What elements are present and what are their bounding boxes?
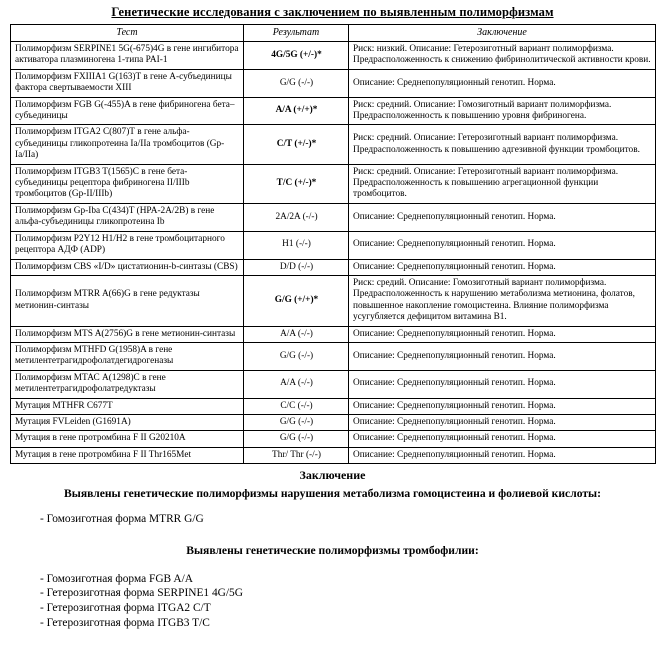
list-item: - Гетерозиготная форма ITGB3 T/C — [40, 616, 210, 629]
cell-result-value: C/C (-/-) — [244, 398, 349, 414]
conclusion-section — [0, 468, 665, 630]
list-item: - Гомозиготная форма FGB A/A — [40, 572, 193, 585]
list-item: - Гомозиготная форма MTRR G/G — [40, 513, 204, 526]
cell-test-name: Полиморфизм FGB G(-455)A в гене фибриногена бета–субъединицы — [11, 97, 244, 125]
cell-result-value: H1 (-/-) — [244, 231, 349, 259]
cell-conclusion-text: Описание: Среднепопуляционный генотип. Норма. — [349, 431, 656, 447]
table-row — [11, 431, 656, 447]
conclusion-list-thrombophilia — [10, 572, 655, 630]
conclusion-heading-thrombophilia: Выявлены генетические полиморфизмы тромбофилии: — [186, 543, 479, 557]
cell-conclusion-text: Описание: Среднепопуляционный генотип. Норма. — [349, 259, 656, 275]
cell-result-value: 2A/2A (-/-) — [244, 203, 349, 231]
cell-test-name: Мутация MTHFR C677T — [11, 398, 244, 414]
cell-result-value: A/A (-/-) — [244, 370, 349, 398]
table-body — [11, 42, 656, 464]
cell-test-name: Полиморфизм CBS «I/D» цистатионин-b-синтазы (CBS) — [11, 259, 244, 275]
table-row — [11, 259, 656, 275]
column-header-test: Тест — [11, 25, 244, 42]
cell-test-name: Полиморфизм ITGB3 T(1565)C в гене бета-субъединицы рецептора фибриногена II/IIIb тромбоцитов (Gp-II/IIIb) — [11, 164, 244, 203]
table-row — [11, 370, 656, 398]
table-row — [11, 164, 656, 203]
table-row — [11, 231, 656, 259]
cell-test-name: Мутация FVLeiden (G1691A) — [11, 414, 244, 430]
cell-conclusion-text: Описание: Среднепопуляционный генотип. Норма. — [349, 398, 656, 414]
cell-conclusion-text: Риск: средний. Описание: Гетерозиготный вариант полиморфизма. Предрасположенность к повышению агрегационной функции тромбоцитов. — [349, 164, 656, 203]
cell-conclusion-text: Риск: средний. Описание: Гомозиготный вариант полиморфизма. Предрасположенность к повышению уровня фибриногена. — [349, 97, 656, 125]
table-row — [11, 414, 656, 430]
cell-result-value: Thr/ Thr (-/-) — [244, 447, 349, 463]
conclusion-list-homocysteine — [10, 512, 655, 527]
cell-test-name: Полиморфизм ITGA2 C(807)Т в гене альфа-субъединицы гликопротеина Ia/IIa тромбоцитов (Gp-Ia/IIa) — [11, 125, 244, 164]
cell-conclusion-text: Описание: Среднепопуляционный генотип. Норма. — [349, 231, 656, 259]
table-row — [11, 97, 656, 125]
table-row — [11, 398, 656, 414]
cell-test-name: Полиморфизм P2Y12 H1/H2 в гене тромбоцитарного рецептора АДФ (ADP) — [11, 231, 244, 259]
list-item: - Гетерозиготная форма SERPINE1 4G/5G — [40, 587, 243, 600]
genetic-results-table — [10, 24, 656, 464]
table-row — [11, 125, 656, 164]
column-header-result: Результат — [244, 25, 349, 42]
cell-result-value: C/T (+/-)* — [244, 125, 349, 164]
document-page — [0, 3, 665, 660]
cell-test-name: Мутация в гене протромбина F II G20210A — [11, 431, 244, 447]
table-row — [11, 275, 656, 326]
table-row — [11, 326, 656, 342]
table-row — [11, 42, 656, 70]
table-header — [11, 25, 656, 42]
cell-result-value: A/A (+/+)* — [244, 97, 349, 125]
cell-result-value: 4G/5G (+/-)* — [244, 42, 349, 70]
conclusion-heading-homocysteine: Выявлены генетические полиморфизмы нарушения метаболизма гомоцистеина и фолиевой кислоты: — [64, 487, 601, 501]
cell-test-name: Полиморфизм SERPINE1 5G(-675)4G в гене ингибитора активатора плазминогена 1-типа PAI-1 — [11, 42, 244, 70]
cell-test-name: Полиморфизм MTS A(2756)G в гене метионин-синтазы — [11, 326, 244, 342]
cell-conclusion-text: Описание: Среднепопуляционный генотип. Норма. — [349, 342, 656, 370]
results-table-container — [0, 24, 665, 464]
cell-result-value: G/G (-/-) — [244, 431, 349, 447]
cell-result-value: G/G (-/-) — [244, 414, 349, 430]
cell-test-name: Полиморфизм MTRR A(66)G в гене редуктазы метионин-синтазы — [11, 275, 244, 326]
cell-result-value: T/C (+/-)* — [244, 164, 349, 203]
cell-conclusion-text: Описание: Среднепопуляционный генотип. Норма. — [349, 370, 656, 398]
cell-result-value: A/A (-/-) — [244, 326, 349, 342]
cell-conclusion-text: Описание: Среднепопуляционный генотип. Норма. — [349, 326, 656, 342]
cell-test-name: Мутация в гене протромбина F II Thr165Met — [11, 447, 244, 463]
cell-conclusion-text: Риск: средний. Описание: Гетерозиготный вариант полиморфизма. Предрасположенность к повышению адгезивной функции тромбоцитов. — [349, 125, 656, 164]
page-title: Генетические исследования с заключением по выявленным полиморфизмам — [111, 5, 554, 19]
table-row — [11, 447, 656, 463]
cell-result-value: G/G (-/-) — [244, 69, 349, 97]
table-row — [11, 342, 656, 370]
cell-conclusion-text: Риск: низкий. Описание: Гетерозиготный вариант полиморфизма. Предрасположенность к снижению фибринолитической активности крови. — [349, 42, 656, 70]
cell-conclusion-text: Риск: средий. Описание: Гомозиготный вариант полиморфизма. Предрасположенность к нарушению метаболизма метионина, фолатов, повышенное накопление гомоцистеина. Влияние полиморфизма усугубляется дефицитом витамина В1. — [349, 275, 656, 326]
cell-conclusion-text: Описание: Среднепопуляционный генотип. Норма. — [349, 203, 656, 231]
spacer — [10, 560, 655, 572]
cell-result-value: G/G (-/-) — [244, 342, 349, 370]
cell-conclusion-text: Описание: Среднепопуляционный генотип. Норма. — [349, 414, 656, 430]
cell-test-name: Полиморфизм МТАС A(1298)C в гене метилентетрагидрофолатредуктазы — [11, 370, 244, 398]
cell-test-name: Полиморфизм FXIIIA1 G(163)T в гене А-субъединицы фактора свертываемости XIII — [11, 69, 244, 97]
spacer — [10, 503, 655, 512]
cell-test-name: Полиморфизм Gp-Iba C(434)T (HPA-2A/2B) в гене альфа-субъединицы гликопротеина Ib — [11, 203, 244, 231]
spacer — [10, 527, 655, 543]
table-row — [11, 69, 656, 97]
table-row — [11, 203, 656, 231]
table-header-row — [11, 25, 656, 42]
list-item: - Гетерозиготная форма ITGA2 C/T — [40, 601, 211, 614]
cell-test-name: Полиморфизм MTHFD G(1958)A в гене метилентетрагидрофолатдегидрогеназы — [11, 342, 244, 370]
cell-result-value: G/G (+/+)* — [244, 275, 349, 326]
cell-conclusion-text: Описание: Среднепопуляционный генотип. Норма. — [349, 69, 656, 97]
cell-result-value: D/D (-/-) — [244, 259, 349, 275]
column-header-conclusion: Заключение — [349, 25, 656, 42]
cell-conclusion-text: Описание: Среднепопуляционный генотип. Норма. — [349, 447, 656, 463]
conclusion-title: Заключение — [299, 468, 366, 483]
